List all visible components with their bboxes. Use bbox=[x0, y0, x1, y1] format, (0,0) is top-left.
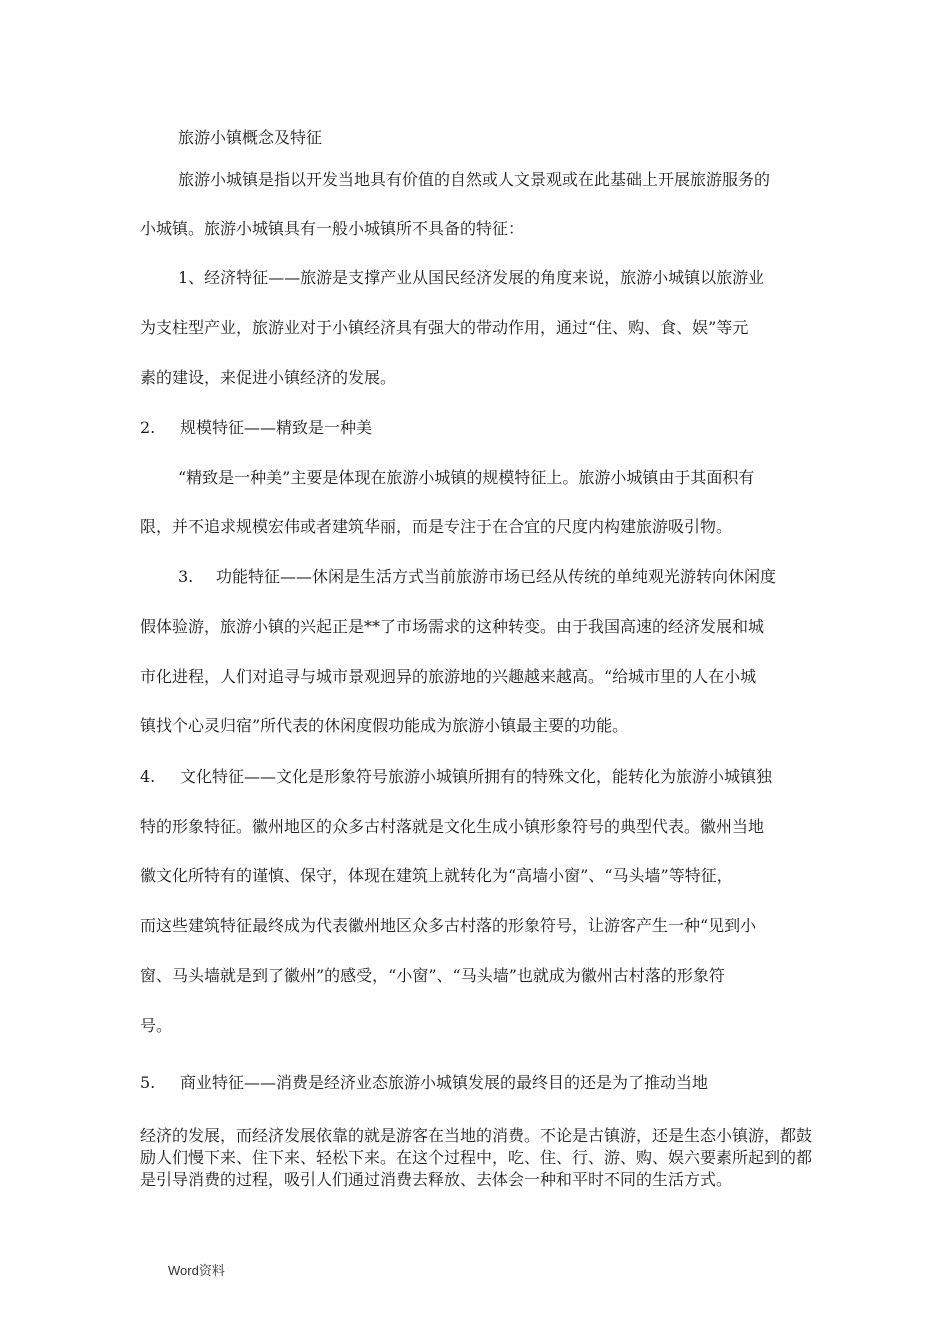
section-4-heading bbox=[140, 767, 772, 787]
section-2-line-1: “精致是一种美”主要是体现在旅游小城镇的规模特征上。旅游小城镇由于其面积有 bbox=[178, 468, 755, 487]
section-2-heading bbox=[140, 418, 372, 438]
section-1-line-2: 为支柱型产业，旅游业对于小镇经济具有强大的带动作用，通过“住、购、食、娱”等元 bbox=[140, 318, 749, 337]
intro-line-2: 小城镇。旅游小城镇具有一般小城镇所不具备的特征： bbox=[140, 219, 525, 238]
section-3-heading-text: 功能特征——休闲是生活方式当前旅游市场已经从传统的单纯观光游转向休闲度 bbox=[216, 567, 777, 586]
section-3-line-2: 市化进程，人们对追寻与城市景观迥异的旅游地的兴趣越来越高。“给城市里的人在小城 bbox=[140, 667, 757, 686]
section-2-line-2: 限，并不追求规模宏伟或者建筑华丽，而是专注于在合宜的尺度内构建旅游吸引物。 bbox=[140, 517, 733, 536]
section-4-line-4: 窗、马头墙就是到了徽州”的感受，“小窗”、“马头墙”也就成为徽州古村落的形象符 bbox=[140, 966, 725, 985]
section-4-line-2: 徽文化所特有的谨慎、保守，体现在建筑上就转化为“高墙小窗”、“马头墙”等特征， bbox=[140, 866, 733, 885]
section-2-heading-text: 规模特征——精致是一种美 bbox=[180, 418, 373, 437]
section-3-line-1: 假体验游，旅游小镇的兴起正是**了市场需求的这种转变。由于我国高速的经济发展和城 bbox=[140, 617, 765, 636]
section-5-number: 5. bbox=[140, 1073, 156, 1092]
section-1-line-1: 1、经济特征——旅游是支撑产业从国民经济发展的角度来说，旅游小城镇以旅游业 bbox=[178, 268, 765, 287]
section-3-line-3: 镇找个心灵归宿”所代表的休闲度假功能成为旅游小镇最主要的功能。 bbox=[140, 716, 629, 735]
section-3-number: 3. bbox=[178, 567, 194, 586]
section-4-number: 4. bbox=[140, 767, 156, 786]
section-4-line-1: 特的形象特征。徽州地区的众多古村落就是文化生成小镇形象符号的典型代表。徽州当地 bbox=[140, 817, 765, 836]
section-5-paragraph: 经济的发展，而经济发展依靠的就是游客在当地的消费。不论是古镇游，还是生态小镇游，都鼓励人们慢下来、住下来、轻松下来。在这个过程中，吃、住、行、游、购、娱六要素所起到的都是引导消费的过程，吸引人们通过消费去释放、去体会一种和平时不同的生活方式。 bbox=[140, 1126, 813, 1189]
section-2-number: 2. bbox=[140, 418, 156, 437]
section-5-heading-text: 商业特征——消费是经济业态旅游小城镇发展的最终目的还是为了推动当地 bbox=[180, 1073, 709, 1092]
footer-label: Word资料 bbox=[168, 1263, 225, 1278]
intro-line-1: 旅游小城镇是指以开发当地具有价值的自然或人文景观或在此基础上开展旅游服务的 bbox=[178, 170, 771, 189]
section-4-line-3: 而这些建筑特征最终成为代表徽州地区众多古村落的形象符号，让游客产生一种“见到小 bbox=[140, 916, 757, 935]
section-5-heading bbox=[140, 1073, 708, 1093]
section-4-line-5: 号。 bbox=[140, 1016, 173, 1035]
section-1-line-3: 素的建设，来促进小镇经济的发展。 bbox=[140, 368, 397, 387]
section-4-heading-text: 文化特征——文化是形象符号旅游小城镇所拥有的特殊文化，能转化为旅游小城镇独 bbox=[180, 767, 773, 786]
section-3-heading bbox=[178, 567, 776, 587]
document-title: 旅游小镇概念及特征 bbox=[178, 128, 323, 147]
